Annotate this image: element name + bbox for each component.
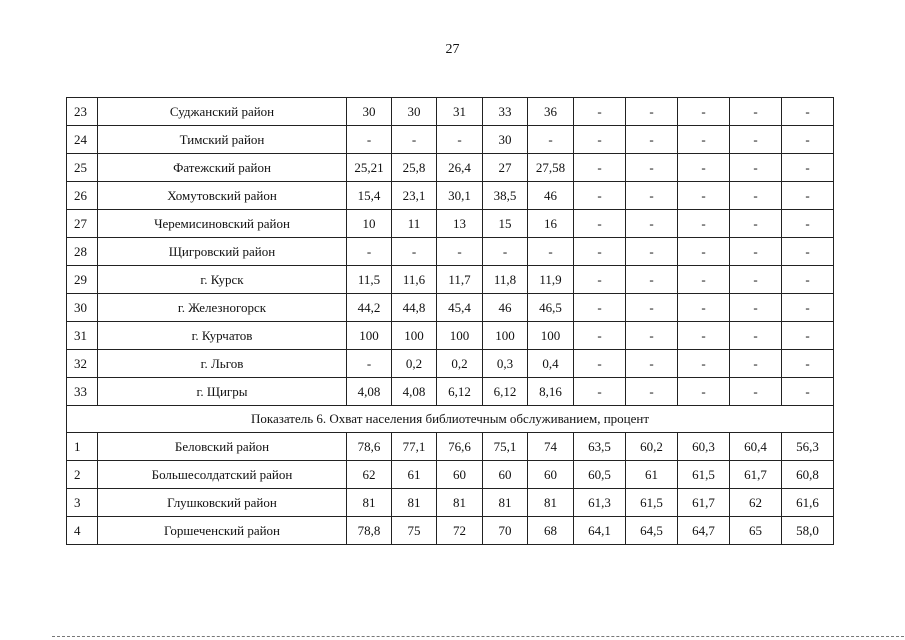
value-cell: - xyxy=(574,98,626,126)
value-cell: - xyxy=(392,238,437,266)
district-name: Большесолдатский район xyxy=(98,461,347,489)
value-cell: - xyxy=(730,266,782,294)
value-cell: - xyxy=(528,126,574,154)
table-row xyxy=(67,461,834,489)
value-cell: - xyxy=(678,238,730,266)
table-row xyxy=(67,126,834,154)
value-cell: - xyxy=(347,238,392,266)
value-cell: 81 xyxy=(483,489,528,517)
value-cell: 45,4 xyxy=(437,294,483,322)
table-row xyxy=(67,266,834,294)
row-number: 2 xyxy=(67,461,98,489)
value-cell: 81 xyxy=(437,489,483,517)
value-cell: 31 xyxy=(437,98,483,126)
section-header-group xyxy=(67,406,834,433)
value-cell: 78,8 xyxy=(347,517,392,545)
value-cell: 11,5 xyxy=(347,266,392,294)
value-cell: 61,5 xyxy=(678,461,730,489)
district-name: г. Щигры xyxy=(98,378,347,406)
value-cell: - xyxy=(392,126,437,154)
district-name: Щигровский район xyxy=(98,238,347,266)
value-cell: 60 xyxy=(528,461,574,489)
value-cell: 0,2 xyxy=(392,350,437,378)
value-cell: - xyxy=(626,126,678,154)
value-cell: 100 xyxy=(392,322,437,350)
table-row xyxy=(67,350,834,378)
value-cell: - xyxy=(730,238,782,266)
value-cell: 15,4 xyxy=(347,182,392,210)
value-cell: 100 xyxy=(347,322,392,350)
value-cell: - xyxy=(730,350,782,378)
value-cell: 16 xyxy=(528,210,574,238)
value-cell: - xyxy=(678,126,730,154)
district-name: Черемисиновский район xyxy=(98,210,347,238)
row-number: 23 xyxy=(67,98,98,126)
district-name: Суджанский район xyxy=(98,98,347,126)
value-cell: 60,5 xyxy=(574,461,626,489)
value-cell: 81 xyxy=(528,489,574,517)
value-cell: 81 xyxy=(392,489,437,517)
row-number: 31 xyxy=(67,322,98,350)
district-name: Горшеченский район xyxy=(98,517,347,545)
value-cell: - xyxy=(782,266,834,294)
value-cell: 62 xyxy=(730,489,782,517)
value-cell: 100 xyxy=(528,322,574,350)
value-cell: - xyxy=(626,322,678,350)
data-table xyxy=(66,97,834,545)
table-row xyxy=(67,322,834,350)
value-cell: - xyxy=(574,210,626,238)
value-cell: 61,7 xyxy=(730,461,782,489)
value-cell: 75,1 xyxy=(483,433,528,461)
table-body-upper xyxy=(67,98,834,406)
value-cell: 100 xyxy=(437,322,483,350)
row-number: 29 xyxy=(67,266,98,294)
table-row xyxy=(67,489,834,517)
value-cell: 33 xyxy=(483,98,528,126)
value-cell: - xyxy=(574,238,626,266)
page-number: 27 xyxy=(445,42,460,57)
district-name: г. Льгов xyxy=(98,350,347,378)
value-cell: - xyxy=(678,210,730,238)
value-cell: 60,2 xyxy=(626,433,678,461)
value-cell: 25,8 xyxy=(392,154,437,182)
row-number: 26 xyxy=(67,182,98,210)
value-cell: 11,7 xyxy=(437,266,483,294)
value-cell: - xyxy=(678,154,730,182)
value-cell: 0,3 xyxy=(483,350,528,378)
value-cell: 75 xyxy=(392,517,437,545)
value-cell: 11,8 xyxy=(483,266,528,294)
value-cell: - xyxy=(782,238,834,266)
value-cell: 15 xyxy=(483,210,528,238)
value-cell: 46,5 xyxy=(528,294,574,322)
district-name: Беловский район xyxy=(98,433,347,461)
value-cell: 23,1 xyxy=(392,182,437,210)
value-cell: 60 xyxy=(437,461,483,489)
value-cell: 26,4 xyxy=(437,154,483,182)
value-cell: - xyxy=(782,154,834,182)
value-cell: 61,3 xyxy=(574,489,626,517)
value-cell: 11 xyxy=(392,210,437,238)
value-cell: 11,9 xyxy=(528,266,574,294)
value-cell: 30 xyxy=(392,98,437,126)
value-cell: - xyxy=(626,378,678,406)
value-cell: 27,58 xyxy=(528,154,574,182)
value-cell: - xyxy=(626,238,678,266)
value-cell: 61,6 xyxy=(782,489,834,517)
value-cell: - xyxy=(437,238,483,266)
value-cell: 60,3 xyxy=(678,433,730,461)
value-cell: - xyxy=(782,182,834,210)
value-cell: - xyxy=(730,98,782,126)
value-cell: 64,1 xyxy=(574,517,626,545)
value-cell: - xyxy=(347,350,392,378)
value-cell: 62 xyxy=(347,461,392,489)
value-cell: - xyxy=(782,350,834,378)
value-cell: 100 xyxy=(483,322,528,350)
table-row xyxy=(67,210,834,238)
value-cell: 6,12 xyxy=(483,378,528,406)
table-body-lower xyxy=(67,433,834,545)
value-cell: 0,4 xyxy=(528,350,574,378)
value-cell: - xyxy=(626,266,678,294)
value-cell: 11,6 xyxy=(392,266,437,294)
value-cell: - xyxy=(626,294,678,322)
value-cell: 30 xyxy=(483,126,528,154)
value-cell: - xyxy=(730,182,782,210)
value-cell: 61,5 xyxy=(626,489,678,517)
value-cell: - xyxy=(574,126,626,154)
value-cell: 30,1 xyxy=(437,182,483,210)
value-cell: 64,7 xyxy=(678,517,730,545)
value-cell: 4,08 xyxy=(347,378,392,406)
row-number: 33 xyxy=(67,378,98,406)
value-cell: 61 xyxy=(626,461,678,489)
row-number: 28 xyxy=(67,238,98,266)
district-name: г. Курск xyxy=(98,266,347,294)
value-cell: 60 xyxy=(483,461,528,489)
bottom-divider xyxy=(52,636,904,638)
value-cell: 25,21 xyxy=(347,154,392,182)
value-cell: - xyxy=(626,350,678,378)
row-number: 30 xyxy=(67,294,98,322)
value-cell: - xyxy=(730,294,782,322)
value-cell: - xyxy=(347,126,392,154)
value-cell: - xyxy=(626,182,678,210)
table-row xyxy=(67,294,834,322)
value-cell: - xyxy=(483,238,528,266)
value-cell: - xyxy=(626,98,678,126)
table-row xyxy=(67,154,834,182)
value-cell: - xyxy=(730,126,782,154)
value-cell: - xyxy=(574,182,626,210)
value-cell: - xyxy=(437,126,483,154)
district-name: г. Железногорск xyxy=(98,294,347,322)
value-cell: - xyxy=(678,378,730,406)
value-cell: 61,7 xyxy=(678,489,730,517)
value-cell: 78,6 xyxy=(347,433,392,461)
value-cell: - xyxy=(574,350,626,378)
value-cell: 60,8 xyxy=(782,461,834,489)
value-cell: - xyxy=(574,154,626,182)
value-cell: - xyxy=(782,322,834,350)
district-name: Фатежский район xyxy=(98,154,347,182)
district-name: г. Курчатов xyxy=(98,322,347,350)
value-cell: 63,5 xyxy=(574,433,626,461)
table-row xyxy=(67,378,834,406)
value-cell: - xyxy=(678,322,730,350)
value-cell: - xyxy=(730,378,782,406)
district-name: Хомутовский район xyxy=(98,182,347,210)
value-cell: - xyxy=(678,350,730,378)
value-cell: 70 xyxy=(483,517,528,545)
value-cell: - xyxy=(626,154,678,182)
table-row xyxy=(67,238,834,266)
value-cell: - xyxy=(782,378,834,406)
value-cell: - xyxy=(626,210,678,238)
value-cell: - xyxy=(730,154,782,182)
value-cell: 38,5 xyxy=(483,182,528,210)
value-cell: - xyxy=(782,98,834,126)
value-cell: 61 xyxy=(392,461,437,489)
value-cell: 58,0 xyxy=(782,517,834,545)
value-cell: 8,16 xyxy=(528,378,574,406)
value-cell: 64,5 xyxy=(626,517,678,545)
section-header-row xyxy=(67,406,834,433)
value-cell: 27 xyxy=(483,154,528,182)
row-number: 24 xyxy=(67,126,98,154)
value-cell: 76,6 xyxy=(437,433,483,461)
value-cell: 10 xyxy=(347,210,392,238)
district-name: Глушковский район xyxy=(98,489,347,517)
value-cell: - xyxy=(730,210,782,238)
value-cell: 0,2 xyxy=(437,350,483,378)
value-cell: 4,08 xyxy=(392,378,437,406)
value-cell: 36 xyxy=(528,98,574,126)
value-cell: 44,8 xyxy=(392,294,437,322)
value-cell: 74 xyxy=(528,433,574,461)
row-number: 25 xyxy=(67,154,98,182)
value-cell: 56,3 xyxy=(782,433,834,461)
value-cell: 68 xyxy=(528,517,574,545)
value-cell: 77,1 xyxy=(392,433,437,461)
district-name: Тимский район xyxy=(98,126,347,154)
table-row xyxy=(67,517,834,545)
value-cell: 46 xyxy=(483,294,528,322)
value-cell: - xyxy=(574,322,626,350)
value-cell: - xyxy=(678,266,730,294)
row-number: 4 xyxy=(67,517,98,545)
value-cell: - xyxy=(678,98,730,126)
section-title: Показатель 6. Охват населения библиотечным обслуживанием, процент xyxy=(67,406,834,433)
row-number: 3 xyxy=(67,489,98,517)
table-row xyxy=(67,98,834,126)
row-number: 27 xyxy=(67,210,98,238)
table-row xyxy=(67,182,834,210)
row-number: 32 xyxy=(67,350,98,378)
value-cell: 46 xyxy=(528,182,574,210)
value-cell: - xyxy=(574,294,626,322)
value-cell: 30 xyxy=(347,98,392,126)
value-cell: - xyxy=(730,322,782,350)
value-cell: 81 xyxy=(347,489,392,517)
row-number: 1 xyxy=(67,433,98,461)
value-cell: - xyxy=(782,210,834,238)
value-cell: - xyxy=(574,378,626,406)
value-cell: 72 xyxy=(437,517,483,545)
value-cell: - xyxy=(678,182,730,210)
value-cell: - xyxy=(574,266,626,294)
value-cell: - xyxy=(678,294,730,322)
value-cell: 65 xyxy=(730,517,782,545)
value-cell: 60,4 xyxy=(730,433,782,461)
value-cell: - xyxy=(782,294,834,322)
value-cell: - xyxy=(782,126,834,154)
value-cell: 44,2 xyxy=(347,294,392,322)
table-row xyxy=(67,433,834,461)
value-cell: 6,12 xyxy=(437,378,483,406)
value-cell: - xyxy=(528,238,574,266)
value-cell: 13 xyxy=(437,210,483,238)
